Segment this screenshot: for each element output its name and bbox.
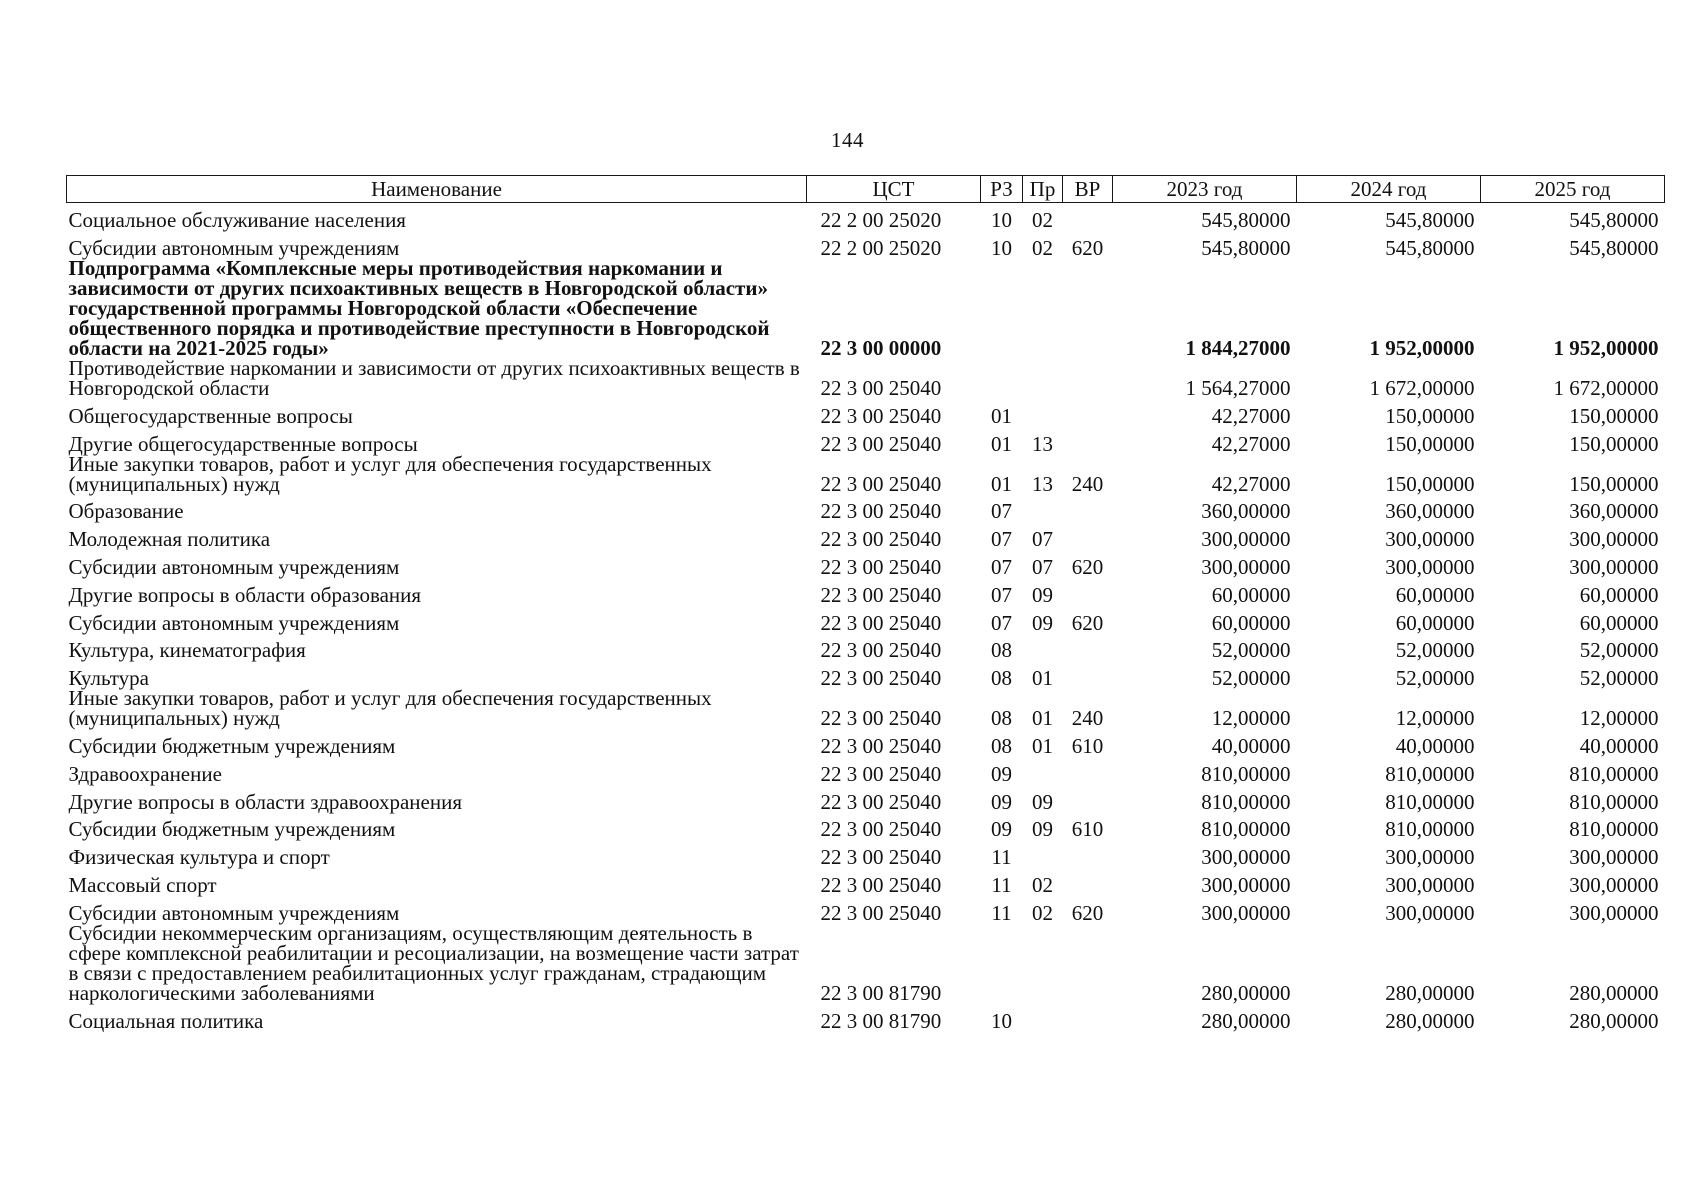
- row-2024-value: 545,80000: [1385, 236, 1475, 261]
- row-pr: [1023, 1003, 1063, 1031]
- row-name: Другие вопросы в области здравоохранения: [68, 789, 462, 814]
- row-cst: 22 3 00 25040: [820, 873, 942, 898]
- row-2024-value: 150,00000: [1385, 431, 1475, 456]
- row-name: Молодежная политика: [68, 527, 271, 552]
- row-2023-value: 300,00000: [1201, 900, 1291, 925]
- row-cst: 22 3 00 25040: [820, 638, 942, 663]
- row-vr: [1063, 426, 1113, 454]
- row-rz: 08: [991, 666, 1012, 691]
- row-2023-value: 280,00000: [1201, 980, 1291, 1005]
- row-2025-value: 1 672,00000: [1553, 376, 1659, 401]
- row-2023-value: 42,27000: [1211, 471, 1291, 496]
- row-name: Культура: [68, 666, 149, 691]
- table-row: [67, 688, 1665, 728]
- row-pr: 01: [1032, 666, 1053, 691]
- row-pr: 02: [1032, 236, 1053, 261]
- row-cst: 22 3 00 25040: [820, 582, 942, 607]
- row-2025-value: 300,00000: [1569, 873, 1659, 898]
- row-name: Иные закупки товаров, работ и услуг для обеспечения государственных (муниципальных) нужд: [68, 686, 712, 731]
- row-name: Иные закупки товаров, работ и услуг для обеспечения государственных (муниципальных) нужд: [68, 451, 712, 496]
- row-2023-value: 300,00000: [1201, 555, 1291, 580]
- row-pr: 09: [1032, 817, 1053, 842]
- row-2023-value: 810,00000: [1201, 761, 1291, 786]
- row-rz: 11: [991, 845, 1012, 870]
- row-vr: [1063, 1003, 1113, 1031]
- row-2024-value: 52,00000: [1395, 638, 1475, 663]
- row-rz: 07: [991, 555, 1012, 580]
- row-pr: [1023, 358, 1063, 398]
- row-2024-value: 1 672,00000: [1369, 376, 1475, 401]
- row-rz: 07: [991, 582, 1012, 607]
- row-pr: 09: [1032, 582, 1053, 607]
- row-name: Социальная политика: [68, 1008, 264, 1033]
- table-row: [67, 812, 1665, 840]
- table-row: [67, 398, 1665, 426]
- row-2023-value: 280,00000: [1201, 1008, 1291, 1033]
- row-2025-value: 280,00000: [1569, 980, 1659, 1005]
- row-name: Массовый спорт: [68, 873, 217, 898]
- row-2025-value: 150,00000: [1569, 431, 1659, 456]
- row-rz: 10: [991, 1008, 1012, 1033]
- row-pr: 01: [1032, 734, 1053, 759]
- row-name: Другие вопросы в области образования: [68, 582, 422, 607]
- table-row: [67, 358, 1665, 398]
- row-2023-value: 300,00000: [1201, 527, 1291, 552]
- header-2024: 2024 год: [1297, 176, 1481, 203]
- row-2023-value: 1 844,27000: [1185, 336, 1291, 361]
- row-name: Субсидии бюджетным учреждениям: [68, 734, 396, 759]
- row-2023-value: 810,00000: [1201, 817, 1291, 842]
- row-cst: 22 3 00 25040: [820, 499, 942, 524]
- row-cst: 22 3 00 25040: [820, 376, 942, 401]
- table-row: [67, 867, 1665, 895]
- table-row: [67, 549, 1665, 577]
- row-cst: 22 3 00 25040: [820, 527, 942, 552]
- row-vr: 240: [1071, 706, 1104, 731]
- row-2024-value: 810,00000: [1385, 817, 1475, 842]
- row-pr: 01: [1032, 706, 1053, 731]
- row-cst: 22 3 00 25040: [820, 610, 942, 635]
- row-2025-value: 810,00000: [1569, 761, 1659, 786]
- row-pr: 13: [1032, 431, 1053, 456]
- row-name: Социальное обслуживание населения: [68, 208, 406, 233]
- row-cst: 22 3 00 00000: [820, 336, 942, 361]
- row-rz: 07: [991, 527, 1012, 552]
- row-vr: [1063, 577, 1113, 605]
- row-name: Субсидии автономным учреждениям: [68, 900, 400, 925]
- row-2024-value: 52,00000: [1395, 666, 1475, 691]
- row-name: Подпрограмма «Комплексные меры противодействия наркомании и зависимости от других психоактивных веществ в Новгородской области» государственной программы Новгородской области «Обеспечение общественного порядка и противодействие преступности в Новгородской области на 2021-2025 годы»: [68, 256, 770, 361]
- row-pr: 09: [1032, 789, 1053, 814]
- row-2025-value: 300,00000: [1569, 555, 1659, 580]
- row-2025-value: 150,00000: [1569, 403, 1659, 428]
- header-rz: РЗ: [981, 176, 1023, 203]
- row-rz: [981, 923, 1023, 1003]
- table-row: [67, 494, 1665, 522]
- row-2025-value: 60,00000: [1579, 610, 1659, 635]
- row-2024-value: 1 952,00000: [1369, 336, 1475, 361]
- row-2023-value: 300,00000: [1201, 873, 1291, 898]
- row-pr: 02: [1032, 873, 1053, 898]
- row-2024-value: 300,00000: [1385, 900, 1475, 925]
- row-name: Другие общегосударственные вопросы: [68, 431, 418, 456]
- row-2023-value: 360,00000: [1201, 499, 1291, 524]
- row-rz: 07: [991, 499, 1012, 524]
- row-cst: 22 3 00 25040: [820, 900, 942, 925]
- row-name: Образование: [68, 499, 184, 524]
- row-2024-value: 150,00000: [1385, 471, 1475, 496]
- row-rz: 01: [991, 471, 1012, 496]
- row-pr: [1023, 756, 1063, 784]
- row-cst: 22 3 00 25040: [820, 471, 942, 496]
- row-2025-value: 40,00000: [1579, 734, 1659, 759]
- row-vr: 620: [1071, 900, 1104, 925]
- table-row: [67, 521, 1665, 549]
- row-vr: [1063, 521, 1113, 549]
- row-cst: 22 3 00 25040: [820, 403, 942, 428]
- table-row: [67, 728, 1665, 756]
- row-name: Субсидии автономным учреждениям: [68, 236, 400, 261]
- row-rz: 08: [991, 638, 1012, 663]
- row-pr: 02: [1032, 900, 1053, 925]
- row-2024-value: 300,00000: [1385, 873, 1475, 898]
- row-pr: [1023, 923, 1063, 1003]
- row-2023-value: 12,00000: [1211, 706, 1291, 731]
- row-2025-value: 1 952,00000: [1553, 336, 1659, 361]
- table-row: [67, 426, 1665, 454]
- row-name: Общегосударственные вопросы: [68, 403, 353, 428]
- row-name: Субсидии автономным учреждениям: [68, 610, 400, 635]
- table-row: [67, 577, 1665, 605]
- row-2025-value: 52,00000: [1579, 638, 1659, 663]
- row-pr: 09: [1032, 610, 1053, 635]
- header-2025: 2025 год: [1481, 176, 1665, 203]
- budget-table: [66, 175, 1665, 1031]
- row-cst: 22 3 00 25040: [820, 555, 942, 580]
- row-name: Субсидии некоммерческим организациям, осуществляющим деятельность в сфере комплексной реабилитации и ресоциализации, на возмещение части затрат в связи с предоставлением реабилитационных услуг гражданам, страдающим наркологическими заболеваниями: [68, 920, 799, 1005]
- row-2025-value: 545,80000: [1569, 208, 1659, 233]
- row-rz: 01: [991, 431, 1012, 456]
- table-row: [67, 756, 1665, 784]
- row-vr: [1063, 633, 1113, 661]
- row-pr: 07: [1032, 527, 1053, 552]
- row-cst: 22 3 00 25040: [820, 761, 942, 786]
- row-2025-value: 300,00000: [1569, 900, 1659, 925]
- row-rz: 09: [991, 761, 1012, 786]
- row-cst: 22 3 00 25040: [820, 431, 942, 456]
- row-name: Физическая культура и спорт: [68, 845, 330, 870]
- row-name: Культура, кинематография: [68, 638, 306, 663]
- row-vr: 620: [1071, 236, 1104, 261]
- row-2023-value: 52,00000: [1211, 638, 1291, 663]
- row-cst: 22 3 00 25040: [820, 845, 942, 870]
- row-2024-value: 810,00000: [1385, 761, 1475, 786]
- row-cst: 22 2 00 25020: [820, 208, 942, 233]
- row-rz: 10: [991, 236, 1012, 261]
- row-rz: 08: [991, 734, 1012, 759]
- row-2023-value: 1 564,27000: [1185, 376, 1291, 401]
- row-vr: [1063, 494, 1113, 522]
- row-vr: [1063, 660, 1113, 688]
- row-rz: 11: [991, 873, 1012, 898]
- row-2023-value: 42,27000: [1211, 403, 1291, 428]
- table-body: [67, 203, 1665, 1031]
- row-2024-value: 360,00000: [1385, 499, 1475, 524]
- row-vr: 620: [1071, 610, 1104, 635]
- row-cst: 22 3 00 25040: [820, 706, 942, 731]
- row-rz: 10: [991, 208, 1012, 233]
- table-row: [67, 605, 1665, 633]
- row-cst: 22 3 00 25040: [820, 734, 942, 759]
- row-2023-value: 300,00000: [1201, 845, 1291, 870]
- row-vr: 240: [1071, 471, 1104, 496]
- row-2025-value: 545,80000: [1569, 236, 1659, 261]
- table-row: [67, 660, 1665, 688]
- header-cst: ЦСТ: [807, 176, 981, 203]
- row-cst: 22 3 00 81790: [820, 1008, 942, 1033]
- row-2024-value: 810,00000: [1385, 789, 1475, 814]
- row-2023-value: 40,00000: [1211, 734, 1291, 759]
- row-2024-value: 12,00000: [1395, 706, 1475, 731]
- row-vr: 610: [1071, 817, 1104, 842]
- row-2024-value: 150,00000: [1385, 403, 1475, 428]
- row-2025-value: 52,00000: [1579, 666, 1659, 691]
- table-row: [67, 454, 1665, 494]
- row-vr: [1063, 756, 1113, 784]
- row-2025-value: 150,00000: [1569, 471, 1659, 496]
- row-rz: 08: [991, 706, 1012, 731]
- row-vr: [1063, 203, 1113, 231]
- row-pr: [1023, 494, 1063, 522]
- row-2024-value: 300,00000: [1385, 555, 1475, 580]
- table-row: [67, 633, 1665, 661]
- row-2023-value: 60,00000: [1211, 582, 1291, 607]
- row-cst: 22 3 00 81790: [820, 980, 942, 1005]
- row-2024-value: 280,00000: [1385, 1008, 1475, 1033]
- row-2024-value: 40,00000: [1395, 734, 1475, 759]
- row-2023-value: 42,27000: [1211, 431, 1291, 456]
- table-header: [67, 176, 1665, 203]
- row-2024-value: 300,00000: [1385, 527, 1475, 552]
- row-2023-value: 545,80000: [1201, 236, 1291, 261]
- row-vr: [1063, 258, 1113, 358]
- row-2025-value: 810,00000: [1569, 789, 1659, 814]
- row-cst: 22 3 00 25040: [820, 817, 942, 842]
- row-2024-value: 60,00000: [1395, 610, 1475, 635]
- row-vr: [1063, 839, 1113, 867]
- row-rz: 09: [991, 789, 1012, 814]
- row-rz: [981, 258, 1023, 358]
- row-2024-value: 60,00000: [1395, 582, 1475, 607]
- table-row: [67, 1003, 1665, 1031]
- row-vr: 620: [1071, 555, 1104, 580]
- table-row: [67, 203, 1665, 231]
- row-pr: [1023, 839, 1063, 867]
- row-2025-value: 60,00000: [1579, 582, 1659, 607]
- row-name: Здравоохранение: [68, 761, 222, 786]
- row-pr: [1023, 633, 1063, 661]
- row-vr: [1063, 398, 1113, 426]
- row-vr: [1063, 923, 1113, 1003]
- row-name: Противодействие наркомании и зависимости от других психоактивных веществ в Новгородской области: [68, 356, 800, 401]
- row-rz: 07: [991, 610, 1012, 635]
- row-rz: 09: [991, 817, 1012, 842]
- header-vr: ВР: [1063, 176, 1113, 203]
- row-rz: 01: [991, 403, 1012, 428]
- header-pr: Пр: [1023, 176, 1063, 203]
- row-2025-value: 300,00000: [1569, 527, 1659, 552]
- row-pr: [1023, 398, 1063, 426]
- row-pr: [1023, 258, 1063, 358]
- row-pr: 02: [1032, 208, 1053, 233]
- row-2023-value: 545,80000: [1201, 208, 1291, 233]
- page-number: 144: [831, 128, 864, 152]
- table-row: [67, 923, 1665, 1003]
- row-vr: [1063, 784, 1113, 812]
- row-2025-value: 300,00000: [1569, 845, 1659, 870]
- row-name: Субсидии бюджетным учреждениям: [68, 817, 396, 842]
- row-pr: 07: [1032, 555, 1053, 580]
- row-cst: 22 3 00 25040: [820, 666, 942, 691]
- header-name: Наименование: [67, 176, 807, 203]
- row-name: Субсидии автономным учреждениям: [68, 555, 400, 580]
- row-vr: 610: [1071, 734, 1104, 759]
- row-2025-value: 360,00000: [1569, 499, 1659, 524]
- row-pr: 13: [1032, 471, 1053, 496]
- row-2023-value: 52,00000: [1211, 666, 1291, 691]
- row-cst: 22 3 00 25040: [820, 789, 942, 814]
- table-row: [67, 839, 1665, 867]
- row-rz: 11: [991, 900, 1012, 925]
- row-2024-value: 300,00000: [1385, 845, 1475, 870]
- table-row: [67, 230, 1665, 258]
- row-2025-value: 12,00000: [1579, 706, 1659, 731]
- row-2024-value: 280,00000: [1385, 980, 1475, 1005]
- row-vr: [1063, 358, 1113, 398]
- row-2025-value: 810,00000: [1569, 817, 1659, 842]
- row-cst: 22 2 00 25020: [820, 236, 942, 261]
- row-2023-value: 60,00000: [1211, 610, 1291, 635]
- row-2025-value: 280,00000: [1569, 1008, 1659, 1033]
- table-row: [67, 258, 1665, 358]
- row-rz: [981, 358, 1023, 398]
- row-2024-value: 545,80000: [1385, 208, 1475, 233]
- table-row: [67, 784, 1665, 812]
- row-vr: [1063, 867, 1113, 895]
- row-2023-value: 810,00000: [1201, 789, 1291, 814]
- header-2023: 2023 год: [1113, 176, 1297, 203]
- table-row: [67, 895, 1665, 923]
